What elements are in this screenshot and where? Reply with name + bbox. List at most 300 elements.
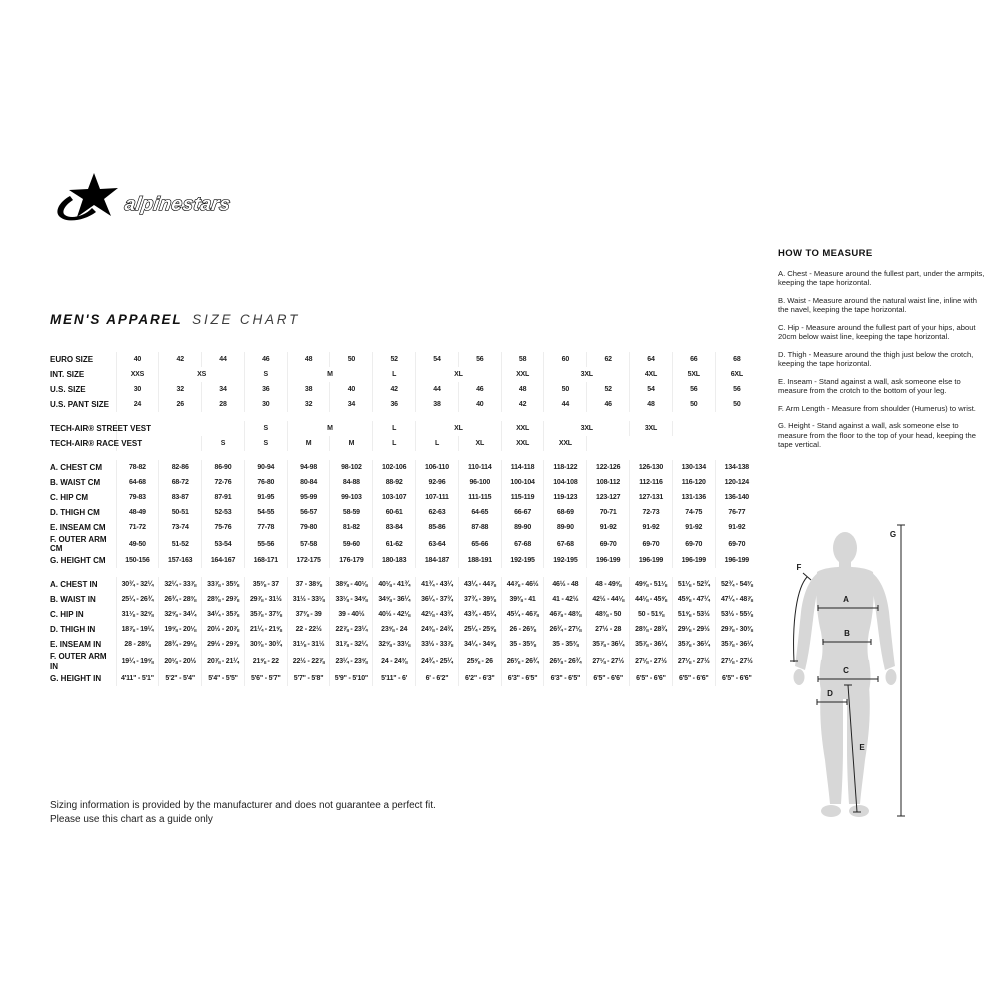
table-row bbox=[50, 460, 758, 475]
size-cell: 164-167 bbox=[202, 553, 245, 568]
size-cell: 3XL bbox=[544, 421, 630, 436]
measure-instructions bbox=[778, 269, 986, 450]
size-cell: 48 bbox=[501, 382, 544, 397]
size-cell: 72-73 bbox=[630, 505, 673, 520]
size-cell: 108-112 bbox=[587, 475, 630, 490]
size-cell: 6'3" - 6'5" bbox=[544, 671, 587, 686]
disclaimer-line1: Sizing information is provided by the manufacturer and does not guarantee a perfect fit. bbox=[50, 800, 436, 811]
size-cell: 114-118 bbox=[501, 460, 544, 475]
size-cell: 46½ - 48 bbox=[544, 577, 587, 592]
size-cell: 46⅞ - 48⅜ bbox=[544, 607, 587, 622]
size-cell: 26 - 26⅜ bbox=[501, 622, 544, 637]
size-cell: 123-127 bbox=[587, 490, 630, 505]
size-cell: 106-110 bbox=[416, 460, 459, 475]
disclaimer bbox=[50, 799, 436, 826]
size-cell: 78-82 bbox=[116, 460, 159, 475]
size-cell: 48⅜ - 50 bbox=[587, 607, 630, 622]
size-cell: 99-103 bbox=[330, 490, 373, 505]
size-cell: 27⅛ - 27½ bbox=[672, 652, 715, 670]
row-label: U.S. SIZE bbox=[50, 384, 86, 394]
size-cell: 3XL bbox=[630, 421, 673, 436]
size-cell: 130-134 bbox=[672, 460, 715, 475]
size-cell: 102-106 bbox=[373, 460, 416, 475]
table-row bbox=[50, 592, 758, 607]
size-cell: 35⅞ - 37⅜ bbox=[244, 607, 287, 622]
size-cell: 20½ - 20⅞ bbox=[202, 622, 245, 637]
size-cell: 86-90 bbox=[202, 460, 245, 475]
row-label: B. WAIST CM bbox=[50, 477, 101, 487]
page-title bbox=[50, 312, 300, 327]
size-cell: 107-111 bbox=[416, 490, 459, 505]
table-row bbox=[50, 535, 758, 553]
row-label: INT. SIZE bbox=[50, 369, 85, 379]
size-cell: 89-90 bbox=[501, 520, 544, 535]
size-cell: 58 bbox=[501, 352, 544, 367]
size-cell: 82-86 bbox=[159, 460, 202, 475]
size-cell: S bbox=[244, 436, 287, 451]
size-cell: 24 bbox=[116, 397, 159, 412]
size-cell: 24¾ - 25¼ bbox=[416, 652, 459, 670]
size-cell: 27⅛ - 27½ bbox=[715, 652, 758, 670]
size-cell: 196-199 bbox=[715, 553, 758, 568]
size-cell: 134-138 bbox=[715, 460, 758, 475]
size-cell: 42 bbox=[159, 352, 202, 367]
size-cell: 29⅞ - 31½ bbox=[244, 592, 287, 607]
size-cell: 157-163 bbox=[159, 553, 202, 568]
size-cell: 196-199 bbox=[587, 553, 630, 568]
size-cell: 6'3" - 6'5" bbox=[501, 671, 544, 686]
size-cell: 48-49 bbox=[116, 505, 159, 520]
size-cell: XXL bbox=[501, 436, 544, 451]
measure-instruction: G. Height - Stand against a wall, ask someone else to measure from the floor to the top of your head, keeping the tape vertical. bbox=[778, 421, 976, 450]
size-cell: XL bbox=[458, 436, 501, 451]
size-cell: 50 bbox=[672, 397, 715, 412]
size-cell: 51-52 bbox=[159, 535, 202, 553]
size-cell: 26¾ - 27⅛ bbox=[544, 622, 587, 637]
size-cell: 104-108 bbox=[544, 475, 587, 490]
size-cell: 67-68 bbox=[544, 535, 587, 553]
size-cell: 52 bbox=[587, 382, 630, 397]
size-cell: 96-100 bbox=[458, 475, 501, 490]
size-cell: S bbox=[244, 367, 287, 382]
size-cell: 44 bbox=[202, 352, 245, 367]
size-cell: 3XL bbox=[544, 367, 630, 382]
table-row bbox=[50, 352, 758, 367]
size-cell: 53½ - 55⅛ bbox=[715, 607, 758, 622]
size-cell bbox=[587, 436, 758, 451]
size-cell: 116-120 bbox=[672, 475, 715, 490]
size-cell: 46 bbox=[587, 397, 630, 412]
size-cell: 51⅛ - 52¾ bbox=[672, 577, 715, 592]
size-cell: 42⅛ - 43¾ bbox=[416, 607, 459, 622]
size-cell: 39 - 40½ bbox=[330, 607, 373, 622]
size-cell: 59-60 bbox=[330, 535, 373, 553]
size-cell: 98-102 bbox=[330, 460, 373, 475]
table-row bbox=[50, 490, 758, 505]
size-cell: XS bbox=[159, 367, 245, 382]
size-cell: 28⅜ - 28¾ bbox=[630, 622, 673, 637]
size-cell: 28 bbox=[202, 397, 245, 412]
size-cell: 32⅝ - 34¼ bbox=[159, 607, 202, 622]
size-cell: 64-68 bbox=[116, 475, 159, 490]
size-cell: 115-119 bbox=[501, 490, 544, 505]
size-cell: 21⅝ - 22 bbox=[244, 652, 287, 670]
size-cell: 103-107 bbox=[373, 490, 416, 505]
table-row bbox=[50, 652, 758, 670]
size-cell: 30 bbox=[244, 397, 287, 412]
size-cell: 66 bbox=[672, 352, 715, 367]
page-title-main: MEN'S APPAREL bbox=[50, 312, 183, 327]
size-cell: 31½ - 33⅛ bbox=[287, 592, 330, 607]
size-cell: 20⅛ - 20½ bbox=[159, 652, 202, 670]
size-cell: 5XL bbox=[672, 367, 715, 382]
size-cell: 50 bbox=[715, 397, 758, 412]
size-cell: XXS bbox=[116, 367, 159, 382]
size-cell: 75-76 bbox=[202, 520, 245, 535]
size-cell: 4XL bbox=[630, 367, 673, 382]
disclaimer-line2: Please use this chart as a guide only bbox=[50, 813, 213, 825]
size-cell: 62 bbox=[587, 352, 630, 367]
size-cell: 136-140 bbox=[715, 490, 758, 505]
size-cell: 23⅝ - 24 bbox=[373, 622, 416, 637]
size-cell: 53-54 bbox=[202, 535, 245, 553]
size-cell: 91-95 bbox=[244, 490, 287, 505]
size-cell: 25¼ - 25⅝ bbox=[458, 622, 501, 637]
size-cell: 4'11" - 5'1" bbox=[116, 671, 159, 686]
size-cell: XXL bbox=[501, 367, 544, 382]
size-cell: 43¼ - 44⅞ bbox=[458, 577, 501, 592]
size-cell: 27⅛ - 27½ bbox=[630, 652, 673, 670]
size-table-body bbox=[50, 352, 758, 686]
size-cell: 69-70 bbox=[630, 535, 673, 553]
label-inseam: E bbox=[859, 743, 865, 752]
size-cell: 23¼ - 23⅝ bbox=[330, 652, 373, 670]
size-cell: 119-123 bbox=[544, 490, 587, 505]
table-spacer bbox=[50, 412, 758, 421]
table-row bbox=[50, 475, 758, 490]
size-cell: XL bbox=[416, 367, 502, 382]
size-cell bbox=[672, 421, 758, 436]
size-cell: 29⅛ - 29½ bbox=[672, 622, 715, 637]
size-cell: 56 bbox=[715, 382, 758, 397]
size-cell: 184-187 bbox=[416, 553, 459, 568]
size-cell: 76-80 bbox=[244, 475, 287, 490]
table-row bbox=[50, 520, 758, 535]
table-row bbox=[50, 382, 758, 397]
row-label: EURO SIZE bbox=[50, 354, 94, 364]
size-cell: 28¾ - 29⅛ bbox=[159, 637, 202, 652]
size-cell: 85-86 bbox=[416, 520, 459, 535]
size-cell: M bbox=[287, 367, 373, 382]
size-cell: 44 bbox=[416, 382, 459, 397]
size-cell: S bbox=[244, 421, 287, 436]
size-cell: 35 - 35⅜ bbox=[501, 637, 544, 652]
size-cell: 35⅞ - 36¼ bbox=[630, 637, 673, 652]
size-cell: 18⅞ - 19¼ bbox=[116, 622, 159, 637]
size-cell: 26⅜ - 26¾ bbox=[501, 652, 544, 670]
size-cell: 34¼ - 34⅝ bbox=[458, 637, 501, 652]
size-cell: 58-59 bbox=[330, 505, 373, 520]
size-cell: 5'2" - 5'4" bbox=[159, 671, 202, 686]
table-row bbox=[50, 607, 758, 622]
size-cell: 35⅞ - 36¼ bbox=[672, 637, 715, 652]
row-label: G. HEIGHT IN bbox=[50, 673, 102, 683]
size-cell: 42½ - 44⅛ bbox=[587, 592, 630, 607]
size-cell: 51⅝ - 53½ bbox=[672, 607, 715, 622]
size-cell: 34 bbox=[330, 397, 373, 412]
size-cell: 30¾ - 32¼ bbox=[116, 577, 159, 592]
size-cell: 35⅞ - 36¼ bbox=[715, 637, 758, 652]
page-title-sub: SIZE CHART bbox=[192, 312, 301, 327]
size-cell: 180-183 bbox=[373, 553, 416, 568]
size-cell: 56-57 bbox=[287, 505, 330, 520]
size-cell: 37¾ - 39⅜ bbox=[458, 592, 501, 607]
size-cell: 32 bbox=[159, 382, 202, 397]
size-cell: 32 bbox=[287, 397, 330, 412]
size-cell: 5'11" - 6' bbox=[373, 671, 416, 686]
table-row bbox=[50, 421, 758, 436]
size-cell: 6'5" - 6'6" bbox=[715, 671, 758, 686]
size-cell: 196-199 bbox=[630, 553, 673, 568]
size-cell: 83-84 bbox=[373, 520, 416, 535]
size-cell: 168-171 bbox=[244, 553, 287, 568]
size-cell: 66-67 bbox=[501, 505, 544, 520]
size-cell: 92-96 bbox=[416, 475, 459, 490]
table-row bbox=[50, 622, 758, 637]
size-cell: 126-130 bbox=[630, 460, 673, 475]
size-cell: 28 - 28⅜ bbox=[116, 637, 159, 652]
size-cell: 36 bbox=[373, 397, 416, 412]
size-cell: 70-71 bbox=[587, 505, 630, 520]
size-cell: 40⅛ - 41¾ bbox=[373, 577, 416, 592]
size-cell: 71-72 bbox=[116, 520, 159, 535]
table-row bbox=[50, 436, 758, 451]
size-cell: 83-87 bbox=[159, 490, 202, 505]
size-cell: 27½ - 28 bbox=[587, 622, 630, 637]
size-cell: 22½ - 22⅞ bbox=[287, 652, 330, 670]
size-cell: 22⅞ - 23¼ bbox=[330, 622, 373, 637]
size-cell: 64 bbox=[630, 352, 673, 367]
size-cell: 52 bbox=[373, 352, 416, 367]
label-hip: C bbox=[843, 666, 849, 675]
size-cell: 26⅜ - 26¾ bbox=[544, 652, 587, 670]
table-row bbox=[50, 553, 758, 568]
size-cell: 112-116 bbox=[630, 475, 673, 490]
alpinestars-logo bbox=[48, 170, 233, 228]
size-cell: 81-82 bbox=[330, 520, 373, 535]
size-cell: 50-51 bbox=[159, 505, 202, 520]
size-cell: 60-61 bbox=[373, 505, 416, 520]
size-cell: 72-76 bbox=[202, 475, 245, 490]
size-cell: 40 bbox=[458, 397, 501, 412]
size-cell: 19¼ - 19⅝ bbox=[116, 652, 159, 670]
label-thigh: D bbox=[827, 689, 833, 698]
size-cell: 44⅞ - 46½ bbox=[501, 577, 544, 592]
size-cell: 36 bbox=[244, 382, 287, 397]
size-cell: 69-70 bbox=[587, 535, 630, 553]
size-cell: 73-74 bbox=[159, 520, 202, 535]
size-cell: 26¾ - 28⅜ bbox=[159, 592, 202, 607]
size-cell: 192-195 bbox=[544, 553, 587, 568]
size-cell: 89-90 bbox=[544, 520, 587, 535]
size-cell: 44⅛ - 45⅝ bbox=[630, 592, 673, 607]
size-cell: 52-53 bbox=[202, 505, 245, 520]
table-row bbox=[50, 505, 758, 520]
row-label: A. CHEST IN bbox=[50, 580, 98, 590]
alpinestars-star-icon bbox=[57, 173, 118, 220]
size-cell: 24 - 24⅜ bbox=[373, 652, 416, 670]
size-cell: 118-122 bbox=[544, 460, 587, 475]
row-label: U.S. PANT SIZE bbox=[50, 399, 109, 409]
size-cell: 61-62 bbox=[373, 535, 416, 553]
size-cell: 87-91 bbox=[202, 490, 245, 505]
size-cell: 25¼ - 26¾ bbox=[116, 592, 159, 607]
size-cell: 90-94 bbox=[244, 460, 287, 475]
size-cell: 5'7" - 5'8" bbox=[287, 671, 330, 686]
row-label: C. HIP CM bbox=[50, 492, 89, 502]
row-label: C. HIP IN bbox=[50, 610, 84, 620]
row-label: D. THIGH IN bbox=[50, 625, 96, 635]
size-cell: 29⅞ - 30⅜ bbox=[715, 622, 758, 637]
row-label: A. CHEST CM bbox=[50, 462, 102, 472]
size-cell: 87-88 bbox=[458, 520, 501, 535]
size-cell: 176-179 bbox=[330, 553, 373, 568]
size-cell: 6'5" - 6'6" bbox=[630, 671, 673, 686]
size-cell: 55-56 bbox=[244, 535, 287, 553]
size-cell: 35⅜ - 37 bbox=[244, 577, 287, 592]
row-label: F. OUTER ARM CM bbox=[50, 535, 107, 554]
size-cell: 84-88 bbox=[330, 475, 373, 490]
size-cell: 65-66 bbox=[458, 535, 501, 553]
size-cell: 79-80 bbox=[287, 520, 330, 535]
size-cell: 41¾ - 43¼ bbox=[416, 577, 459, 592]
size-cell: 77-78 bbox=[244, 520, 287, 535]
size-cell: 80-84 bbox=[287, 475, 330, 490]
row-label: TECH-AIR® STREET VEST bbox=[50, 423, 152, 433]
size-cell: 48 bbox=[630, 397, 673, 412]
size-cell: 36¼ - 37¾ bbox=[416, 592, 459, 607]
size-cell: 69-70 bbox=[715, 535, 758, 553]
size-cell: 63-64 bbox=[416, 535, 459, 553]
size-cell: 34 bbox=[202, 382, 245, 397]
label-arm: F bbox=[796, 563, 802, 572]
size-cell: 57-58 bbox=[287, 535, 330, 553]
size-cell: S bbox=[202, 436, 245, 451]
logo-wordmark: alpinestars bbox=[123, 194, 232, 215]
size-cell: 172-175 bbox=[287, 553, 330, 568]
size-cell: M bbox=[287, 421, 373, 436]
measure-instruction: E. Inseam - Stand against a wall, ask someone else to measure from the crotch to the bottom of your leg. bbox=[778, 376, 961, 396]
size-cell: 56 bbox=[672, 382, 715, 397]
table-spacer bbox=[50, 568, 758, 577]
size-cell: 100-104 bbox=[501, 475, 544, 490]
size-cell: L bbox=[416, 436, 459, 451]
size-chart-table bbox=[50, 352, 758, 686]
size-cell: 76-77 bbox=[715, 505, 758, 520]
size-cell: 32¼ - 33⅞ bbox=[159, 577, 202, 592]
size-cell: 35⅞ - 36¼ bbox=[587, 637, 630, 652]
size-cell: 43¾ - 45¼ bbox=[458, 607, 501, 622]
size-cell: 6'5" - 6'6" bbox=[587, 671, 630, 686]
size-cell: 46 bbox=[458, 382, 501, 397]
size-cell: L bbox=[373, 367, 416, 382]
size-cell: 91-92 bbox=[587, 520, 630, 535]
how-to-measure-title: HOW TO MEASURE bbox=[778, 248, 873, 259]
measure-instruction: C. Hip - Measure around the fullest part of your hips, about 20cm below waist line, keeping the tape horizontal. bbox=[778, 322, 976, 342]
row-label: E. INSEAM CM bbox=[50, 522, 106, 532]
size-cell: 45¼ - 46⅞ bbox=[501, 607, 544, 622]
table-row bbox=[50, 397, 758, 412]
size-cell: 6'2" - 6'3" bbox=[458, 671, 501, 686]
size-cell: 33½ - 33⅞ bbox=[416, 637, 459, 652]
size-cell: 188-191 bbox=[458, 553, 501, 568]
size-cell: 79-83 bbox=[116, 490, 159, 505]
size-cell: 69-70 bbox=[672, 535, 715, 553]
size-cell: 42 bbox=[501, 397, 544, 412]
size-cell: 44 bbox=[544, 397, 587, 412]
size-cell: 29½ - 29⅞ bbox=[202, 637, 245, 652]
size-cell: 56 bbox=[458, 352, 501, 367]
size-cell: 30 bbox=[116, 382, 159, 397]
size-cell: 67-68 bbox=[501, 535, 544, 553]
size-cell: 6'5" - 6'6" bbox=[672, 671, 715, 686]
size-cell: 28⅜ - 29⅞ bbox=[202, 592, 245, 607]
size-cell: 52¾ - 54⅜ bbox=[715, 577, 758, 592]
size-cell: 37 - 38⅝ bbox=[287, 577, 330, 592]
measure-instruction: F. Arm Length - Measure from shoulder (Humerus) to wrist. bbox=[778, 403, 976, 413]
size-cell: L bbox=[373, 436, 416, 451]
size-cell: 49-50 bbox=[116, 535, 159, 553]
size-cell: 45⅝ - 47¼ bbox=[672, 592, 715, 607]
size-cell: 68-69 bbox=[544, 505, 587, 520]
size-cell: 31⅛ - 32⅝ bbox=[116, 607, 159, 622]
row-label: B. WAIST IN bbox=[50, 595, 96, 605]
size-cell: 40 bbox=[116, 352, 159, 367]
size-cell: 54 bbox=[416, 352, 459, 367]
size-cell: 6XL bbox=[715, 367, 758, 382]
size-cell: 54-55 bbox=[244, 505, 287, 520]
size-cell: 33⅛ - 34⅝ bbox=[330, 592, 373, 607]
size-cell: M bbox=[330, 436, 373, 451]
row-label: G. HEIGHT CM bbox=[50, 556, 106, 566]
size-cell: 150-156 bbox=[116, 553, 159, 568]
height-measure-line bbox=[897, 525, 905, 816]
size-cell: XXL bbox=[544, 436, 587, 451]
row-label: E. INSEAM IN bbox=[50, 640, 102, 650]
size-cell: 24⅜ - 24¾ bbox=[416, 622, 459, 637]
size-cell: 27⅛ - 27½ bbox=[587, 652, 630, 670]
size-cell: 95-99 bbox=[287, 490, 330, 505]
size-cell: 37⅜ - 39 bbox=[287, 607, 330, 622]
size-cell: 127-131 bbox=[630, 490, 673, 505]
size-cell: 111-115 bbox=[458, 490, 501, 505]
size-cell: 91-92 bbox=[630, 520, 673, 535]
size-cell: 26 bbox=[159, 397, 202, 412]
measure-instruction: A. Chest - Measure around the fullest part, under the armpits, keeping the tape horizontal. bbox=[778, 269, 985, 288]
size-cell: XXL bbox=[501, 421, 544, 436]
size-cell: 6' - 6'2" bbox=[416, 671, 459, 686]
size-cell: 120-124 bbox=[715, 475, 758, 490]
label-waist: B bbox=[844, 629, 850, 638]
size-cell: 196-199 bbox=[672, 553, 715, 568]
size-cell: 30⅜ - 30¾ bbox=[244, 637, 287, 652]
measure-instruction: D. Thigh - Measure around the thigh just below the crotch, keeping the tape horizontal. bbox=[778, 349, 974, 369]
size-cell: 68-72 bbox=[159, 475, 202, 490]
size-cell: 40½ - 42⅛ bbox=[373, 607, 416, 622]
size-cell: 49⅝ - 51⅛ bbox=[630, 577, 673, 592]
size-cell: 41 - 42½ bbox=[544, 592, 587, 607]
size-cell: 62-63 bbox=[416, 505, 459, 520]
